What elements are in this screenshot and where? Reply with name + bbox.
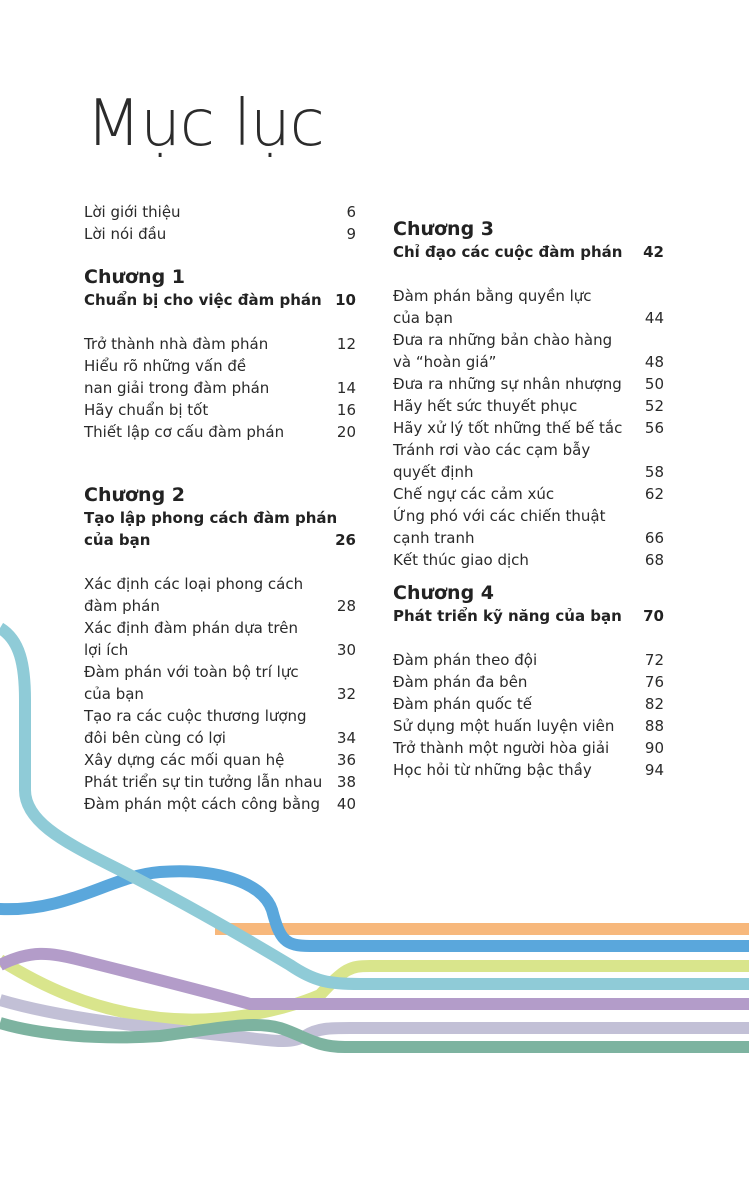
toc-entry-page: 32 bbox=[336, 685, 356, 703]
toc-entry-text: cạnh tranh bbox=[393, 529, 475, 547]
toc-entry-text: quyết định bbox=[393, 463, 474, 481]
chapter-subtitle: Phát triển kỹ năng của bạn bbox=[393, 607, 622, 625]
chapter-heading: Chương 2 bbox=[84, 484, 186, 506]
chapter-heading: Chương 1 bbox=[84, 266, 186, 288]
toc-entry-page: 72 bbox=[644, 651, 664, 669]
toc-entry-text: Đưa ra những sự nhân nhượng bbox=[393, 375, 622, 393]
toc-entry-text: Hiểu rõ những vấn đề bbox=[84, 357, 247, 375]
toc-entry-text: Sử dụng một huấn luyện viên bbox=[393, 717, 615, 735]
toc-entry-page: 36 bbox=[336, 751, 356, 769]
toc-entry-page: 82 bbox=[644, 695, 664, 713]
toc-entry-text: Đưa ra những bản chào hàng bbox=[393, 331, 613, 349]
chapter-heading: Chương 4 bbox=[393, 582, 495, 604]
toc-entry-text: Đàm phán quốc tế bbox=[393, 695, 533, 713]
page-title: Mục lục bbox=[86, 87, 324, 161]
chapter-subtitle: của bạn bbox=[84, 531, 151, 549]
toc-entry-page: 50 bbox=[644, 375, 664, 393]
toc-entry-page: 94 bbox=[644, 761, 664, 779]
toc-entry-text: Thiết lập cơ cấu đàm phán bbox=[84, 423, 285, 441]
toc-entry-text: Hãy xử lý tốt những thế bế tắc bbox=[393, 419, 623, 437]
toc-entry-page: 52 bbox=[644, 397, 664, 415]
toc-entry-page: 68 bbox=[644, 551, 664, 569]
toc-entry-text: Trở thành một người hòa giải bbox=[393, 739, 610, 757]
toc-entry-page: 44 bbox=[644, 309, 664, 327]
toc-entry-page: 28 bbox=[336, 597, 356, 615]
toc-entry-text: Xác định đàm phán dựa trên bbox=[84, 619, 298, 637]
toc-entry-text: Xác định các loại phong cách bbox=[84, 575, 304, 593]
toc-front-page: 6 bbox=[346, 203, 356, 221]
toc-entry-text: đàm phán bbox=[84, 597, 160, 615]
toc-entry-text: Hãy chuẩn bị tốt bbox=[84, 401, 209, 419]
toc-entry-page: 88 bbox=[644, 717, 664, 735]
toc-entry-text: Hãy hết sức thuyết phục bbox=[393, 397, 578, 415]
toc-entry-page: 40 bbox=[336, 795, 356, 813]
chapter-page-number: 70 bbox=[643, 607, 664, 625]
toc-entry-page: 66 bbox=[644, 529, 664, 547]
toc-entry-text: Đàm phán đa bên bbox=[393, 673, 528, 691]
toc-entry-page: 16 bbox=[336, 401, 356, 419]
chapter-subtitle: Tạo lập phong cách đàm phán bbox=[84, 509, 338, 527]
toc-entry-text: Đàm phán với toàn bộ trí lực bbox=[84, 663, 299, 681]
toc-entry-text: nan giải trong đàm phán bbox=[84, 379, 270, 397]
toc-entry-text: đôi bên cùng có lợi bbox=[84, 729, 226, 747]
toc-entry-page: 38 bbox=[336, 773, 356, 791]
toc-entry-text: Xây dựng các mối quan hệ bbox=[84, 751, 285, 769]
toc-entry-text: và “hoàn giá” bbox=[393, 353, 497, 371]
toc-entry-page: 20 bbox=[336, 423, 356, 441]
toc-front-entry: Lời nói đầu bbox=[84, 225, 167, 243]
toc-entry-page: 48 bbox=[644, 353, 664, 371]
toc-entry-page: 62 bbox=[644, 485, 664, 503]
toc-entry-text: Kết thúc giao dịch bbox=[393, 551, 529, 569]
toc-entry-text: Đàm phán theo đội bbox=[393, 651, 538, 669]
toc-entry-text: của bạn bbox=[393, 309, 453, 327]
toc-entry-page: 14 bbox=[336, 379, 356, 397]
chapter-page-number: 42 bbox=[643, 243, 664, 261]
toc-entry-page: 90 bbox=[644, 739, 664, 757]
toc-entry-text: Chế ngự các cảm xúc bbox=[393, 485, 555, 503]
toc-entry-text: của bạn bbox=[84, 685, 144, 703]
toc-entry-text: Phát triển sự tin tưởng lẫn nhau bbox=[84, 773, 323, 791]
chapter-subtitle: Chuẩn bị cho việc đàm phán bbox=[84, 291, 322, 309]
toc-entry-text: Đàm phán bằng quyền lực bbox=[393, 287, 592, 305]
toc-entry-text: Ứng phó với các chiến thuật bbox=[393, 507, 606, 525]
toc-entry-page: 12 bbox=[336, 335, 356, 353]
toc-front-page: 9 bbox=[346, 225, 356, 243]
toc-entry-page: 76 bbox=[644, 673, 664, 691]
toc-entry-text: Tránh rơi vào các cạm bẫy bbox=[393, 441, 591, 459]
chapter-page-number: 10 bbox=[335, 291, 356, 309]
toc-entry-text: Trở thành nhà đàm phán bbox=[84, 335, 269, 353]
chapter-heading: Chương 3 bbox=[393, 218, 495, 240]
toc-entry-page: 58 bbox=[644, 463, 664, 481]
toc-entry-text: Tạo ra các cuộc thương lượng bbox=[84, 707, 307, 725]
toc-entry-text: Đàm phán một cách công bằng bbox=[84, 795, 321, 813]
toc-entry-text: Học hỏi từ những bậc thầy bbox=[393, 761, 592, 779]
toc-entry-text: lợi ích bbox=[84, 641, 129, 659]
toc-entry-page: 56 bbox=[644, 419, 664, 437]
toc-entry-page: 34 bbox=[336, 729, 356, 747]
chapter-page-number: 26 bbox=[335, 531, 356, 549]
toc-entry-page: 30 bbox=[336, 641, 356, 659]
toc-front-entry: Lời giới thiệu bbox=[84, 203, 181, 221]
chapter-subtitle: Chỉ đạo các cuộc đàm phán bbox=[393, 243, 623, 261]
